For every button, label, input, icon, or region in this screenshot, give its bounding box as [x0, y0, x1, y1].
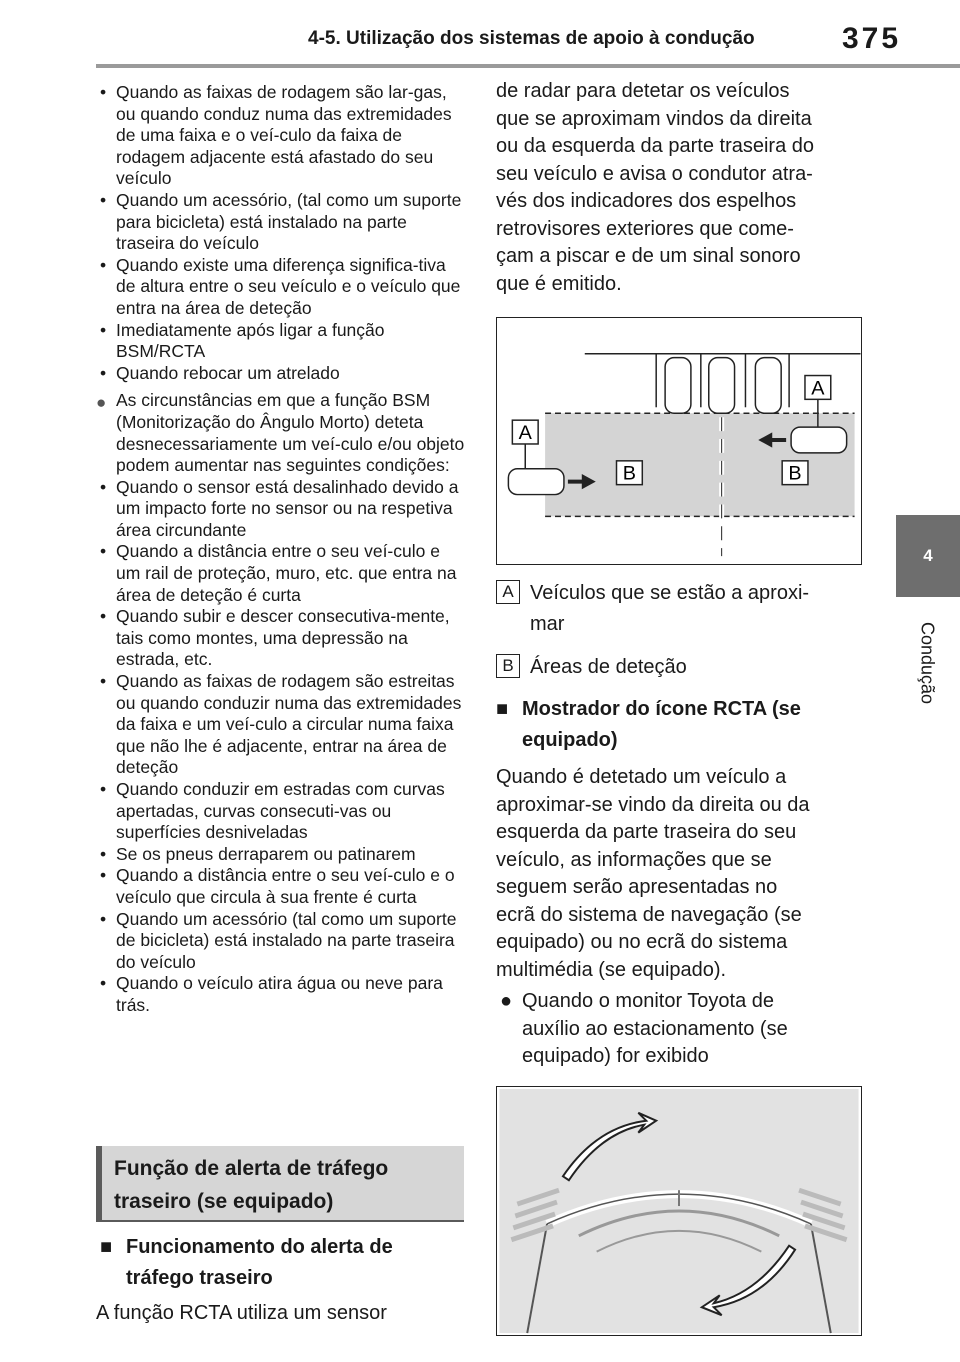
- text-line: çam a piscar e de um sinal sonoro: [496, 245, 801, 267]
- paragraph-rcta-display: [496, 764, 810, 984]
- bullet-item: • Quando as faixas de rodagem são estreitas ou quando conduzir numa das extremidades da faixa e um veí-culo a circular numa faixa que não lhe é adjacente, entrar na área de deteção: [96, 671, 468, 779]
- bullet-list-2: [96, 477, 468, 1017]
- bullet-item: • Quando a distância entre o seu veí-culo e o veículo que circula à sua frente é curta: [96, 865, 468, 908]
- text-line: ou da esquerda da parte traseira do: [496, 135, 814, 157]
- dot-item: [496, 988, 788, 1071]
- dot-bullet-icon: ●: [500, 990, 513, 1012]
- header-title: 4-5. Utilização dos sistemas de apoio à condução: [308, 28, 755, 49]
- bullet-item: • Imediatamente após ligar a função BSM/RCTA: [96, 320, 468, 363]
- parked-car: [755, 358, 781, 414]
- bullet-item: • Quando o veículo atira água ou neve para trás.: [96, 973, 468, 1016]
- legend-key-b: B: [496, 654, 520, 678]
- header-rule: [96, 64, 960, 68]
- paragraph-rcta-start: A função RCTA utiliza um sensor: [96, 1302, 387, 1324]
- chapter-tab[interactable]: [896, 515, 960, 597]
- parked-car: [709, 358, 735, 414]
- parked-car: [665, 358, 691, 414]
- bullet-item: • Quando existe uma diferença significa-tiva de altura entre o seu veículo e o veículo que entra na área de deteção: [96, 255, 468, 320]
- bullet-item: • Quando o sensor está desalinhado devido a um impacto forte no sensor ou na respetiva área circundante: [96, 477, 468, 542]
- text-line: esquerda da parte traseira do seu: [496, 821, 797, 843]
- bullet-item: • Se os pneus derraparem ou patinarem: [96, 844, 468, 866]
- bullet-item: • Quando subir e descer consecutiva-mente, tais como montes, uma depressão na estrada, etc.: [96, 606, 468, 671]
- paragraph-rcta-description: [496, 78, 814, 298]
- square-marker-icon: ■: [100, 1236, 113, 1258]
- text-line: aproximar-se vindo da direita ou da: [496, 793, 810, 816]
- bullet-item: • Quando um acessório (tal como um suporte de bicicleta) está instalado na parte traseira do veículo: [96, 909, 468, 974]
- text-line: que se aproximam vindos da direita: [496, 107, 812, 130]
- circle-bullet-icon: ●: [96, 393, 107, 413]
- approaching-car-right: [791, 427, 847, 453]
- text-line: de radar para detetar os veículos: [496, 80, 790, 102]
- page-number: 375: [842, 22, 902, 55]
- text-line: seu veículo e avisa o condutor atra-: [496, 162, 813, 185]
- bullet-item: • Quando um acessório, (tal como um suporte para bicicleta) está instalado na parte traseira do veículo: [96, 190, 468, 255]
- text-line: retrovisores exteriores que come-: [496, 217, 794, 240]
- chapter-label: Condução: [917, 621, 938, 705]
- text-line: veículo, as informações que se: [496, 848, 772, 871]
- text-line: seguem serão apresentadas no: [496, 876, 778, 898]
- legend-key-a: A: [496, 580, 520, 604]
- text-line: equipado) ou no ecrã do sistema: [496, 931, 788, 953]
- text-line: ecrã do sistema de navegação (se: [496, 903, 802, 926]
- subheading-rcta-operation: ■ Funcionamento do alerta de tráfego traseiro: [100, 1232, 468, 1294]
- text-line: auxílio ao estacionamento (se: [522, 1017, 788, 1040]
- circle-note: ● As circunstâncias em que a função BSM (Monitorização do Ângulo Morto) deteta desnecessariamente um veí-culo e/ou objeto podem aumentar nas seguintes condições:: [96, 390, 465, 476]
- text-line: multimédia (se equipado).: [496, 958, 727, 981]
- bullet-item: • Quando as faixas de rodagem são lar-gas, ou quando conduz numa das extremidades de uma faixa e o veí-culo da faixa de rodagem adjacente está afastado do seu veículo: [96, 82, 468, 190]
- section-heading: Função de alerta de tráfego traseiro (se equipado): [96, 1146, 464, 1222]
- bullet-item: • Quando a distância entre o seu veí-culo e um rail de proteção, muro, etc. que entra na área de deteção é curta: [96, 541, 468, 606]
- bullet-item: • Quando conduzir em estradas com curvas apertadas, curvas consecuti-vas ou superfícies desniveladas: [96, 779, 468, 844]
- subheading-rcta-icon: ■ Mostrador do ícone RCTA (se equipado): [496, 694, 876, 756]
- text-line: vés dos indicadores dos espelhos: [496, 190, 797, 212]
- bullet-item: • Quando rebocar um atrelado: [96, 363, 468, 385]
- figure-label-a: A: [518, 422, 532, 445]
- text-line: Quando é detetado um veículo a: [496, 766, 787, 788]
- chapter-number: 4: [923, 546, 933, 565]
- rear-camera-display: [496, 1086, 862, 1336]
- bullet-list-1: [96, 82, 468, 384]
- rcta-diagram: [496, 317, 862, 565]
- text-line: equipado) for exibido: [522, 1045, 709, 1067]
- left-column: [96, 82, 468, 1017]
- figure-label-b: B: [622, 462, 637, 485]
- figure-label-b: B: [788, 462, 802, 485]
- figure-label-a: A: [811, 377, 825, 400]
- square-marker-icon: ■: [496, 698, 509, 720]
- text-line: que é emitido.: [496, 272, 622, 295]
- text-line: Quando o monitor Toyota de: [522, 990, 775, 1012]
- approaching-car-left: [508, 469, 564, 495]
